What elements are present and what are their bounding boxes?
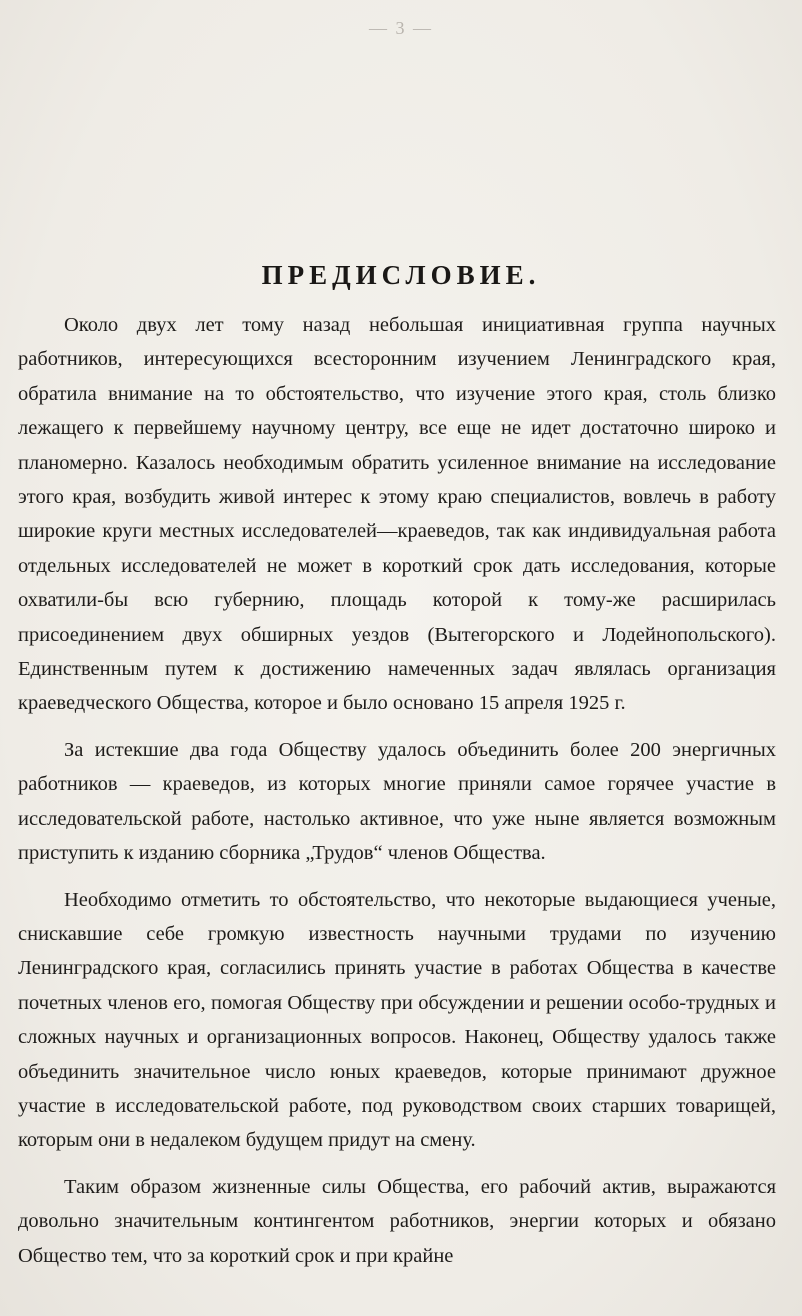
page-title: ПРЕДИСЛОВИЕ. (261, 260, 541, 290)
paragraph-1: Около двух лет тому назад небольшая инициативная группа научных работников, интересующихся всесторонним изучением Ленинградского края, обратила внимание на то обстоятельство, что изучение этого края, столь близко лежащего к первейшему научному центру, все еще не идет достаточно широко и планомерно. Казалось необходимым обратить усиленное внимание на исследование этого края, возбудить живой интерес к этому краю специалистов, вовлечь в работу широкие круги местных исследователей—краеведов, так как индивидуальная работа отдельных исследователей не может в короткий срок дать исследования, которые охватили-бы всю губернию, площадь которой к тому-же расширилась присоединением двух обширных уездов (Вытегорского и Лодейнопольского). Единственным путем к достижению намеченных задач являлась организация краеведческого Общества, которое и было основано 15 апреля 1925 г. (18, 314, 776, 715)
paragraph-3: Необходимо отметить то обстоятельство, что некоторые выдающиеся ученые, снискавшие себе громкую известность научными трудами по изучению Ленинградского края, согласились принять участие в работах Общества в качестве почетных членов его, помогая Обществу при обсуждении и решении особо-трудных и сложных научных и организационных вопросов. Наконец, Обществу удалось также объединить значительное число юных краеведов, которые принимают дружное участие в исследовательской работе, под руководством своих старших товарищей, которым они в недалеком будущем придут на смену. (18, 888, 776, 1152)
paragraph-2: За истекшие два года Обществу удалось объединить более 200 энергичных работников — краеведов, из которых многие приняли самое горячее участие в исследовательской работе, настолько активное, что уже ныне является возможным приступить к изданию сборника „Трудов“ членов Общества. (18, 738, 776, 865)
page-number: — 3 — (369, 18, 433, 38)
body-text (18, 308, 776, 1285)
paragraph-4: Таким образом жизненные силы Общества, его рабочий актив, выражаются довольно значительным контингентом работников, энергии которых и обязано Общество тем, что за короткий срок и при крайне (18, 1175, 776, 1267)
